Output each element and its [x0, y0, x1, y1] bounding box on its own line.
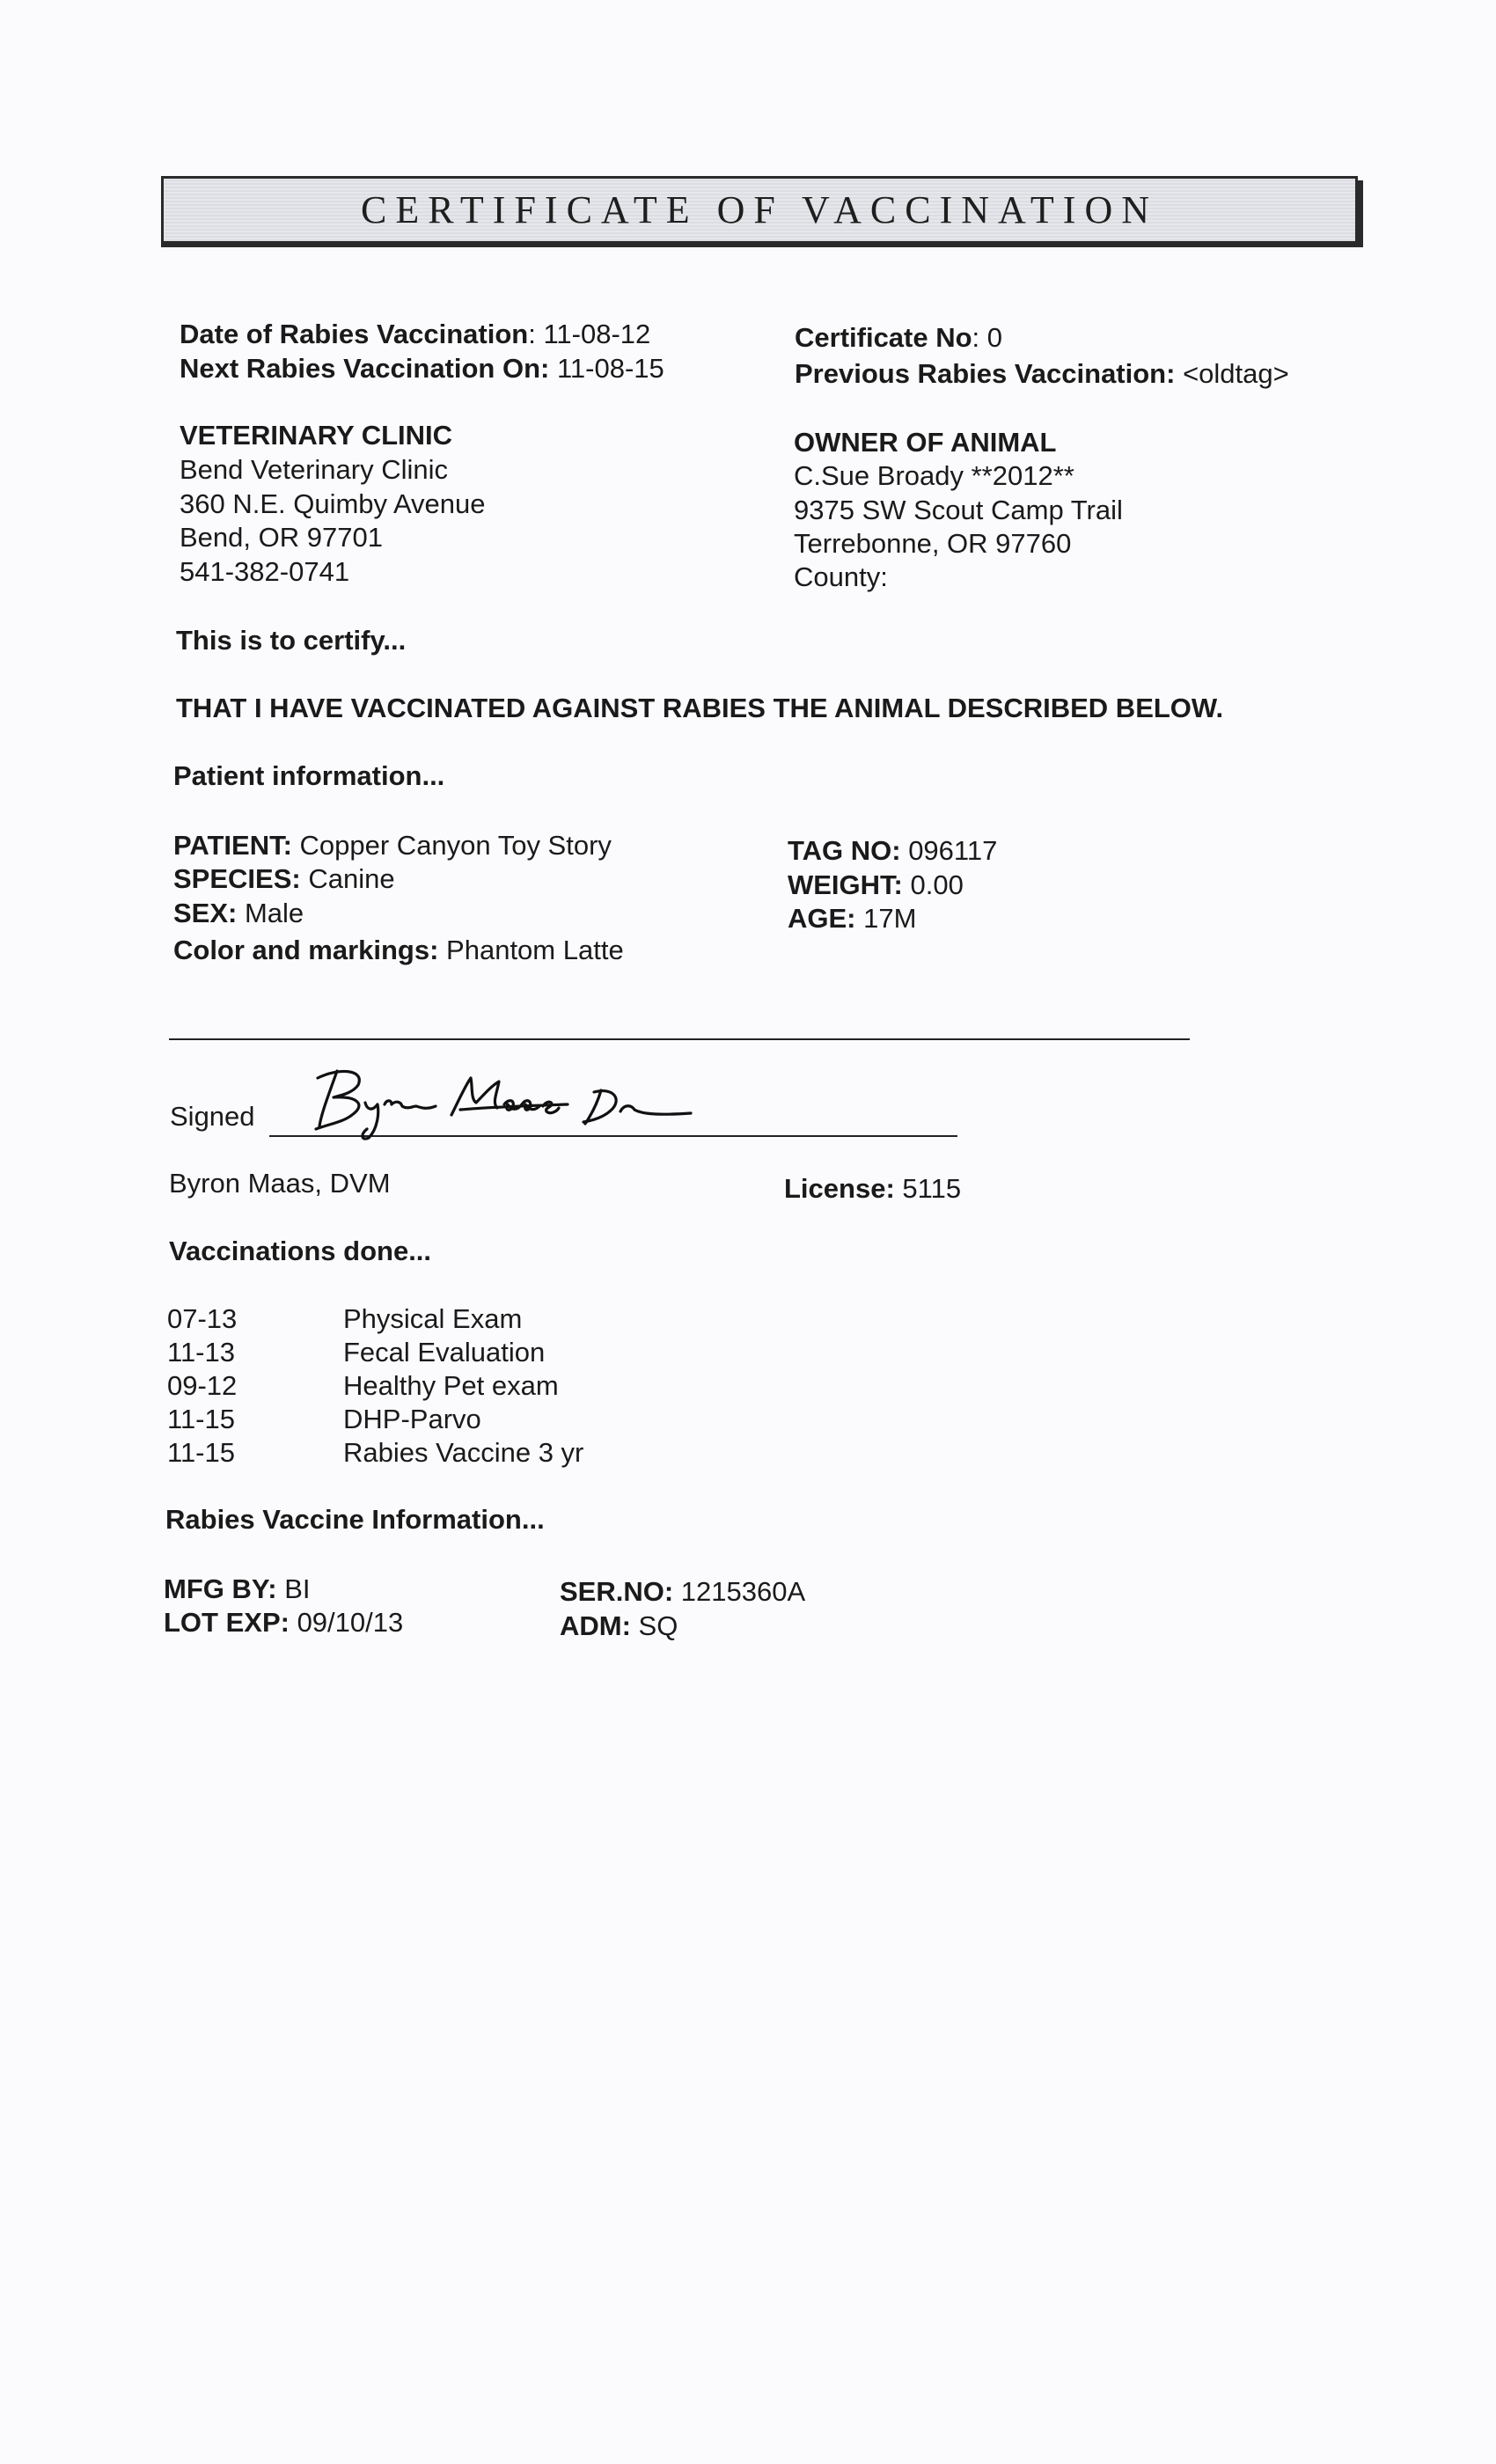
age-label: AGE:: [788, 903, 856, 934]
age-line: [788, 902, 916, 935]
color-line: [173, 934, 624, 967]
signed-label: Signed: [170, 1101, 255, 1132]
adm-label: ADM:: [560, 1610, 631, 1641]
owner-heading-text: OWNER OF ANIMAL: [794, 427, 1057, 458]
patient-label: PATIENT:: [173, 830, 292, 861]
vaccination-date: 11-15: [167, 1404, 235, 1434]
rabies-info-heading-text: Rabies Vaccine Information...: [165, 1504, 545, 1535]
previous-rabies-line: [795, 357, 1289, 391]
statement-text-bold: THAT I HAVE VACCINATED AGAINST RABIES THE ANIMAL DESCRIBED BELOW.: [176, 693, 1224, 723]
certificate-no-value: : 0: [972, 322, 1003, 353]
signature-graphic: [304, 1060, 744, 1144]
tag-line: [788, 834, 997, 868]
lot-exp-line: [164, 1606, 403, 1639]
page-title: CERTIFICATE OF VACCINATION: [360, 188, 1158, 231]
tag-value: 096117: [900, 835, 998, 866]
vaccination-name: DHP-Parvo: [343, 1404, 481, 1434]
vaccination-name: Rabies Vaccine 3 yr: [343, 1437, 584, 1468]
clinic-phone: 541-382-0741: [180, 556, 350, 587]
clinic-heading-text: VETERINARY CLINIC: [180, 420, 453, 451]
statement-text: [176, 692, 1223, 725]
mfg-value: BI: [276, 1573, 311, 1604]
owner-heading: [794, 426, 1056, 459]
vaccination-date: 11-15: [167, 1437, 235, 1468]
clinic-name: Bend Veterinary Clinic: [180, 454, 448, 485]
species-line: [173, 862, 395, 896]
rabies-date-line: [180, 318, 650, 351]
color-label: Color and markings:: [173, 935, 439, 965]
license-value: 5115: [894, 1173, 962, 1204]
certify-text: [176, 624, 406, 657]
vaccinations-heading-text: Vaccinations done...: [169, 1236, 432, 1266]
vaccination-name: Healthy Pet exam: [343, 1370, 559, 1401]
patient-heading: [173, 759, 444, 793]
vaccination-name: Physical Exam: [343, 1303, 523, 1334]
next-rabies-label: Next Rabies Vaccination On:: [180, 353, 550, 384]
lot-exp-label: LOT EXP:: [164, 1607, 290, 1638]
ser-no-value: 1215360A: [673, 1576, 806, 1607]
vaccination-date: 07-13: [167, 1303, 238, 1334]
sex-line: [173, 897, 304, 930]
owner-county: County:: [794, 561, 888, 592]
certificate-no-label: Certificate No: [795, 322, 972, 353]
weight-label: WEIGHT:: [788, 869, 903, 900]
clinic-heading: [180, 419, 452, 452]
next-rabies-line: [180, 352, 664, 385]
patient-value: Copper Canyon Toy Story: [291, 830, 612, 861]
next-rabies-value: 11-08-15: [549, 353, 664, 384]
adm-line: [560, 1610, 678, 1643]
patient-line: [173, 829, 612, 862]
certificate-no-line: [795, 321, 1002, 355]
previous-rabies-value: <oldtag>: [1175, 358, 1289, 389]
certify-text-bold: This is to certify...: [176, 625, 407, 656]
previous-rabies-label: Previous Rabies Vaccination:: [795, 358, 1176, 389]
species-label: SPECIES:: [173, 863, 301, 894]
license-label: License:: [784, 1173, 895, 1204]
color-value: Phantom Latte: [438, 935, 624, 965]
mfg-label: MFG BY:: [164, 1573, 277, 1604]
vaccination-date: 09-12: [167, 1370, 238, 1401]
rabies-date-label: Date of Rabies Vaccination: [180, 319, 529, 349]
section-divider: [169, 1038, 1190, 1040]
tag-label: TAG NO:: [788, 835, 901, 866]
patient-heading-text: Patient information...: [173, 760, 445, 791]
weight-value: 0.00: [902, 869, 964, 900]
adm-value: SQ: [630, 1610, 678, 1641]
weight-line: [788, 869, 964, 902]
rabies-info-heading: [165, 1503, 545, 1536]
signature-handwriting: [304, 1060, 744, 1144]
mfg-line: [164, 1573, 310, 1606]
ser-no-label: SER.NO:: [560, 1576, 674, 1607]
sex-value: Male: [237, 898, 304, 928]
clinic-city: Bend, OR 97701: [180, 522, 383, 553]
age-value: 17M: [855, 903, 917, 934]
rabies-date-value: : 11-08-12: [528, 319, 651, 349]
title-shadow-side: [1358, 180, 1363, 247]
vaccination-date: 11-13: [167, 1337, 235, 1368]
species-value: Canine: [300, 863, 395, 894]
owner-address: 9375 SW Scout Camp Trail: [794, 495, 1123, 525]
license-line: [784, 1172, 961, 1206]
vaccinations-heading: [169, 1235, 431, 1268]
clinic-address: 360 N.E. Quimby Avenue: [180, 488, 486, 519]
lot-exp-value: 09/10/13: [289, 1607, 404, 1638]
sex-label: SEX:: [173, 898, 238, 928]
ser-no-line: [560, 1575, 805, 1609]
owner-name: C.Sue Broady **2012**: [794, 460, 1074, 491]
signer-name: Byron Maas, DVM: [169, 1168, 391, 1199]
owner-city: Terrebonne, OR 97760: [794, 528, 1072, 559]
vaccination-name: Fecal Evaluation: [343, 1337, 546, 1368]
